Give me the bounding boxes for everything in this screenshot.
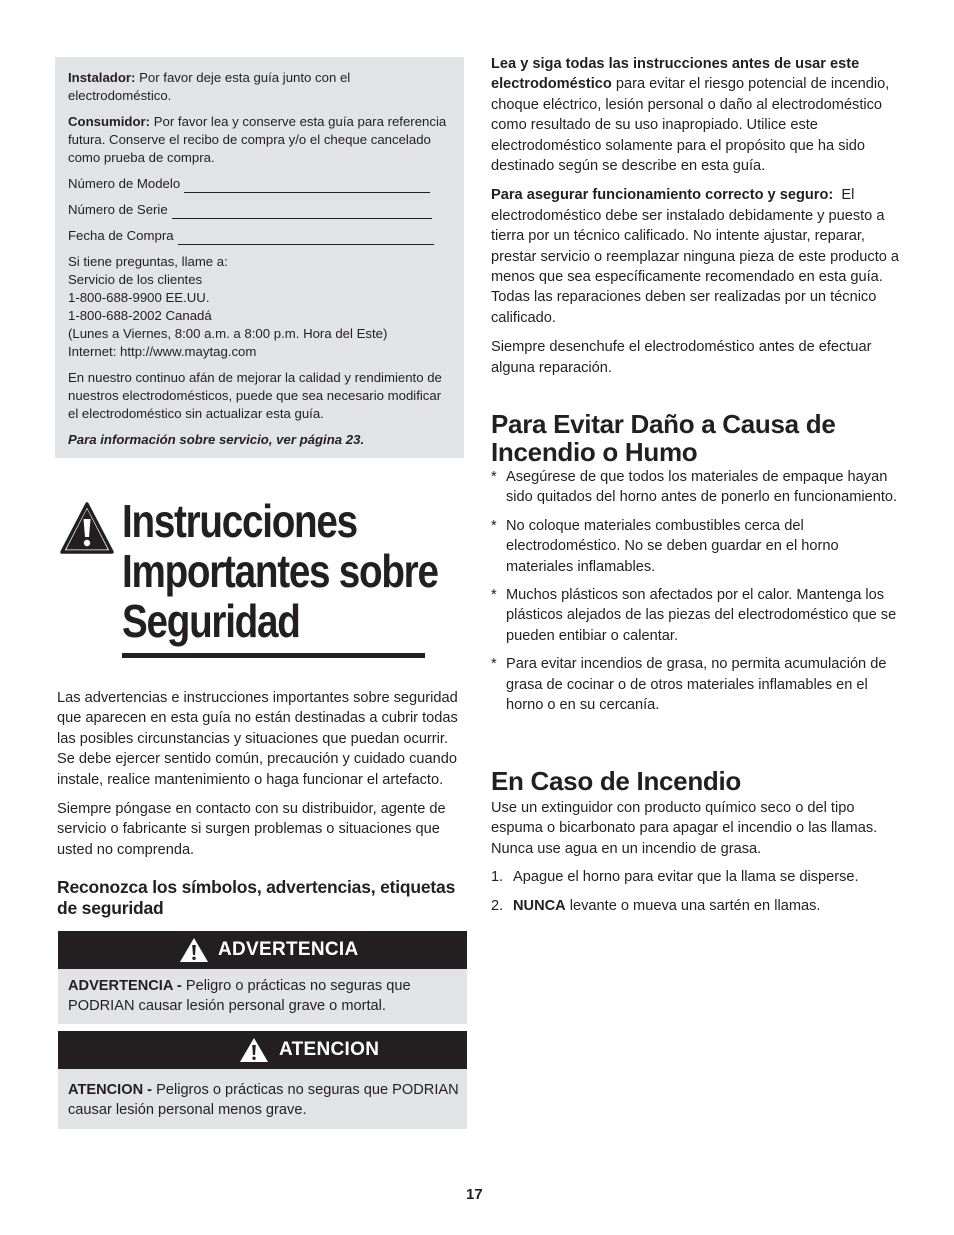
caution-triangle-icon bbox=[239, 1037, 269, 1068]
warning-header-bar: ADVERTENCIA bbox=[58, 931, 467, 969]
fire-damage-heading: Para Evitar Daño a Causa de Incendio o Humo bbox=[491, 409, 836, 467]
fire-damage-list bbox=[491, 467, 903, 723]
info-box bbox=[55, 57, 464, 458]
warning-body: ADVERTENCIA - Peligro o prácticas no seguras que PODRIAN causar lesión personal grave o mortal. bbox=[58, 969, 467, 1024]
model-number-line: Número de Modelo bbox=[68, 175, 453, 193]
list-item: * Asegúrese de que todos los materiales de empaque hayan sido quitados del horno antes de ponerlo en funcionamiento. bbox=[491, 469, 898, 506]
caution-header-bar: ATENCION bbox=[58, 1031, 467, 1069]
list-item: * No coloque materiales combustibles cerca del electrodoméstico. No se deben guardar en el horno materiales inflamables. bbox=[491, 517, 839, 575]
intro-text: Las advertencias e instrucciones importantes sobre seguridad que aparecen en esta guía no están destinadas a cubrir todas las posibles circunstancias y situaciones que puedan ocurrir. Se debe ejercer sentido común, precaución y cuidado cuando instale, realice mantenimiento o haga funcionar el artefacto. Siempre póngase en contacto con su distribuidor, agente de servicio o fabricante si surgen problemas o situaciones que usted no comprenda. bbox=[57, 690, 458, 858]
list-item: * Muchos plásticos son afectados por el calor. Mantenga los plásticos alejados de las piezas del electrodoméstico que se pueden entibiar o calentar. bbox=[491, 587, 897, 644]
safety-intro: Lea y siga todas las instrucciones antes de usar este electrodoméstico para evitar el riesgo potencial de incendio, choque eléctrico, lesión personal o daño al electrodoméstico como resultado de su uso inapropiado. Utilice este electrodoméstico solamente para el propósito que ha sido destinado según se describe en esta guía. Para asegurar funcionamiento correcto y seguro: El electrodoméstico debe ser instalado debidamente y puesto a tierra por un técnico calificado. No intente ajustar, reparar, prestar servicio o reemplazar ninguna pieza de este producto a menos que sea específicamente recomendado en esta guía. Todas las reparaciones deben ser realizadas por un técnico calificado. Siempre desenchufe el electrodoméstico antes de efectuar alguna reparación. bbox=[491, 56, 900, 376]
title-underline bbox=[122, 653, 425, 658]
warning-icon bbox=[59, 501, 115, 562]
in-case-of-fire-heading: En Caso de Incendio bbox=[491, 766, 742, 796]
symbols-heading: Reconozca los símbolos, advertencias, etiquetas de seguridad bbox=[57, 877, 456, 918]
serial-number-line: Número de Serie bbox=[68, 201, 453, 219]
improvement-note: En nuestro continuo afán de mejorar la calidad y rendimiento de nuestros electrodomésticos, puede que sea necesario modificar el electrodoméstico sin actualizar esta guía. bbox=[68, 370, 442, 421]
service-note: Para información sobre servicio, ver página 23. bbox=[68, 432, 365, 447]
purchase-date-line: Fecha de Compra bbox=[68, 227, 453, 245]
consumer-note: Consumidor: Por favor lea y conserve esta guía para referencia futura. Conserve el recibo de compra y/o el cheque cancelado como prueba de compra. bbox=[68, 114, 447, 165]
in-case-of-fire-text: Use un extinguidor con producto químico seco o del tipo espuma o bicarbonato para apagar el incendio o las llamas. Nunca use agua en un incendio de grasa. 1. Apague el horno para evitar que la llama se disperse. 2. NUNCA levante o mueva una sartén en llamas. bbox=[491, 798, 903, 924]
contact-info: Si tiene preguntas, llame a: Servicio de los clientes 1-800-688-9900 EE.UU. 1-800-688-2002 Canadá (Lunes a Viernes, 8:00 a.m. a 8:00 p.m. Hora del Este) Internet: http://www.maytag.com bbox=[68, 254, 388, 359]
list-item: 2. NUNCA levante o mueva una sartén en llamas. bbox=[491, 897, 821, 914]
page-number: 17 bbox=[466, 1186, 483, 1203]
caution-body: ATENCION - Peligros o prácticas no seguras que PODRIAN causar lesión personal menos grave. bbox=[58, 1069, 467, 1129]
list-item: * Para evitar incendios de grasa, no permita acumulación de grasa de cocinar o de otros materiales inflamables en el horno o en su cercanía. bbox=[491, 656, 887, 714]
installer-note: Instalador: Por favor deje esta guía junto con el electrodoméstico. bbox=[68, 70, 351, 103]
warning-triangle-icon bbox=[179, 937, 209, 968]
list-item: 1. Apague el horno para evitar que la llama se disperse. bbox=[491, 869, 859, 886]
page-title: Instrucciones Importantes sobre Seguridad bbox=[122, 495, 438, 647]
